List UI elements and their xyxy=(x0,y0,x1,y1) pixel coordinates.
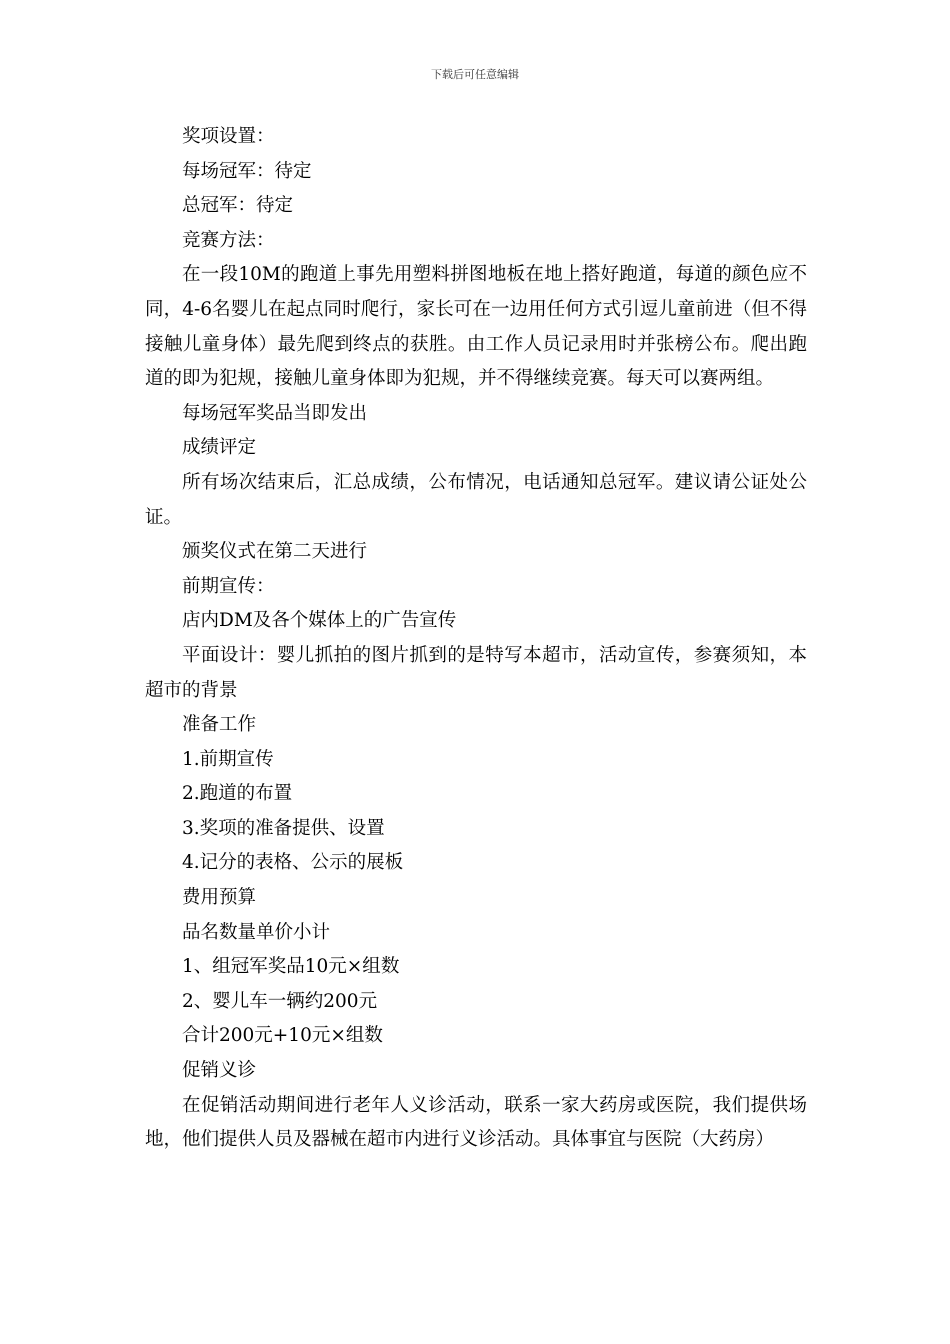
paragraph: 2、婴儿车一辆约200元 xyxy=(182,990,378,1012)
paragraph: 所有场次结束后，汇总成绩，公布情况，电话通知总冠军。建议请公证处公证。 xyxy=(145,471,807,528)
paragraph: 2.跑道的布置 xyxy=(182,783,293,805)
paragraph: 颁奖仪式在第二天进行 xyxy=(182,541,368,563)
paragraph: 品名数量单价小计 xyxy=(182,921,331,943)
paragraph: 平面设计：婴儿抓拍的图片抓到的是特写本超市，活动宣传，参赛须知，本超市的背景 xyxy=(145,644,807,701)
paragraph: 成绩评定 xyxy=(182,437,257,459)
paragraph: 合计200元+10元×组数 xyxy=(182,1025,383,1047)
paragraph: 1.前期宣传 xyxy=(182,748,274,770)
paragraph: 奖项设置： xyxy=(182,126,275,147)
paragraph: 费用预算 xyxy=(182,887,257,909)
paragraph: 1、组冠军奖品10元×组数 xyxy=(182,956,400,978)
page-header: 下载后可任意编辑 xyxy=(431,68,519,81)
paragraph: 准备工作 xyxy=(182,714,257,736)
paragraph: 每场冠军：待定 xyxy=(182,160,312,182)
document-body xyxy=(145,120,807,1158)
paragraph: 促销义诊 xyxy=(182,1060,257,1082)
paragraph: 4.记分的表格、公示的展板 xyxy=(182,852,404,874)
paragraph: 总冠军：待定 xyxy=(182,195,294,217)
paragraph: 前期宣传： xyxy=(182,575,275,597)
paragraph: 3.奖项的准备提供、设置 xyxy=(182,817,385,839)
paragraph: 每场冠军奖品当即发出 xyxy=(182,402,368,424)
paragraph: 竞赛方法： xyxy=(182,229,275,251)
paragraph: 在促销活动期间进行老年人义诊活动，联系一家大药房或医院，我们提供场地，他们提供人员及器械在超市内进行义诊活动。具体事宜与医院（大药房） xyxy=(145,1094,807,1151)
paragraph: 在一段10M的跑道上事先用塑料拼图地板在地上搭好跑道，每道的颜色应不同，4-6名婴儿在起点同时爬行，家长可在一边用任何方式引逗儿童前进（但不得接触儿童身体）最先爬到终点的获胜。由工作人员记录用时并张榜公布。爬出跑道的即为犯规，接触儿童身体即为犯规，并不得继续竞赛。每天可以赛两组。 xyxy=(145,264,807,390)
paragraph: 店内DM及各个媒体上的广告宣传 xyxy=(182,610,457,632)
